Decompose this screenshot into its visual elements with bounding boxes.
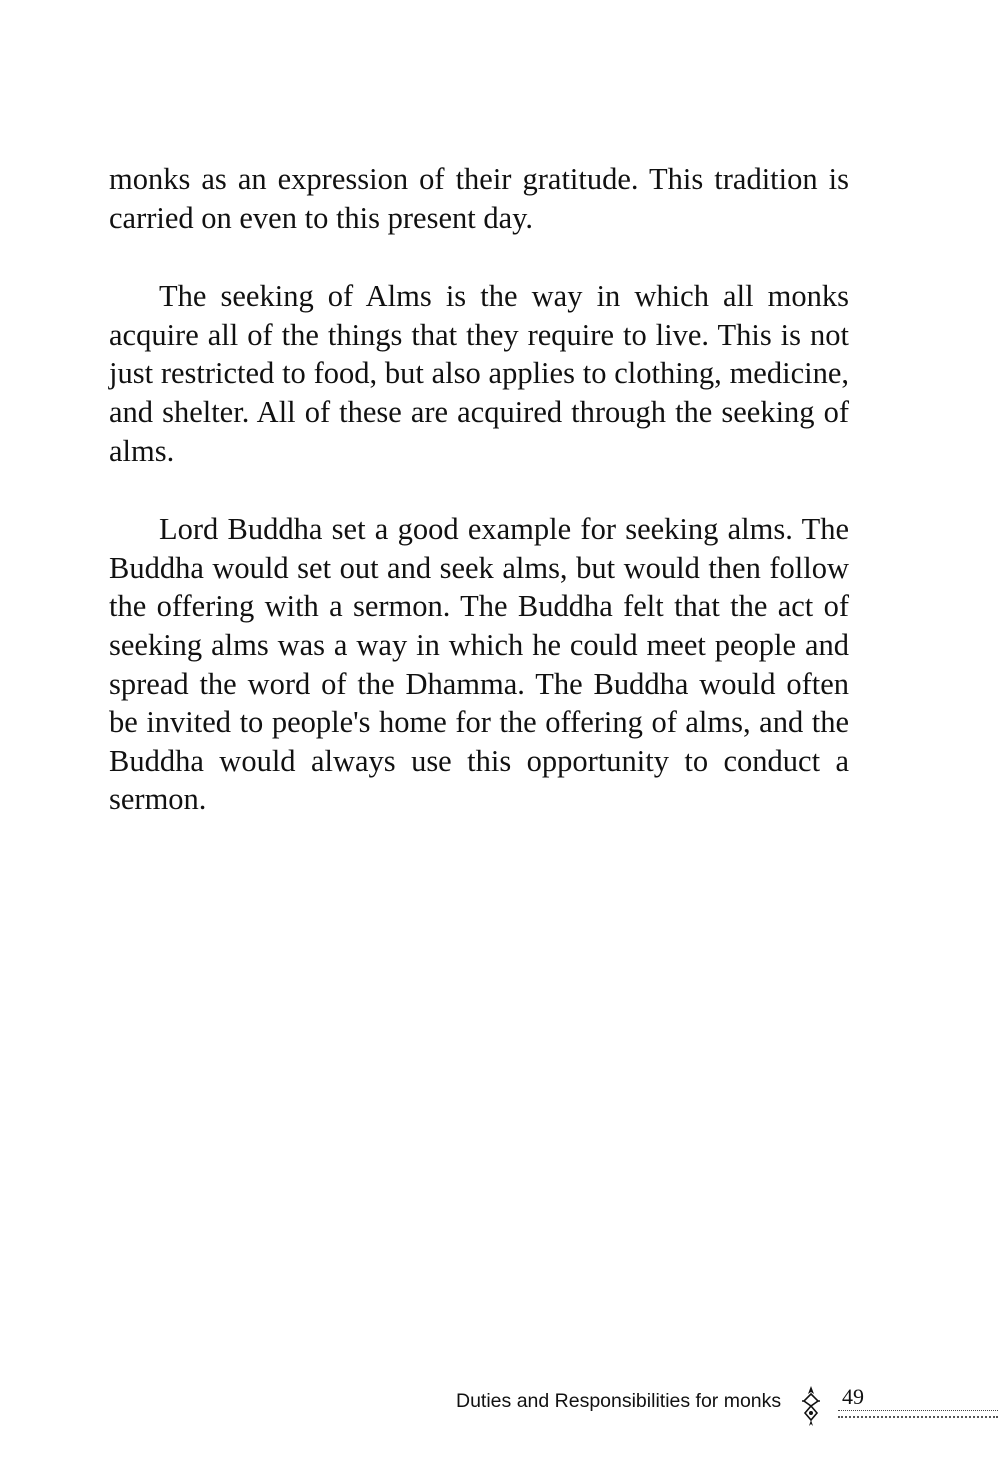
page-number: 49 (842, 1384, 864, 1409)
lotus-ornament-icon (799, 1384, 823, 1428)
paragraph-1: monks as an expression of their gratitude. This tradition is carried on even to this present day. (109, 162, 849, 235)
page-footer (0, 1380, 1000, 1460)
paragraph-3: Lord Buddha set a good example for seeking alms. The Buddha would set out and seek alms, but would then follow the offering with a sermon. The Buddha felt that the act of seeking alms was a way in which he could meet people and spread the word of the Dhamma. The Buddha would often be invited to people's home for the offering of alms, and the Buddha would always use this opportunity to conduct a sermon. (109, 512, 849, 817)
running-title: Duties and Responsibilities for monks (456, 1390, 782, 1412)
footer-rule (838, 1410, 998, 1418)
body-text (109, 160, 849, 859)
paragraph-2: The seeking of Alms is the way in which all monks acquire all of the things that they require to live. This is not just restricted to food, but also applies to clothing, medicine, and shelter. All of these are acquired through the seeking of alms. (109, 279, 849, 468)
